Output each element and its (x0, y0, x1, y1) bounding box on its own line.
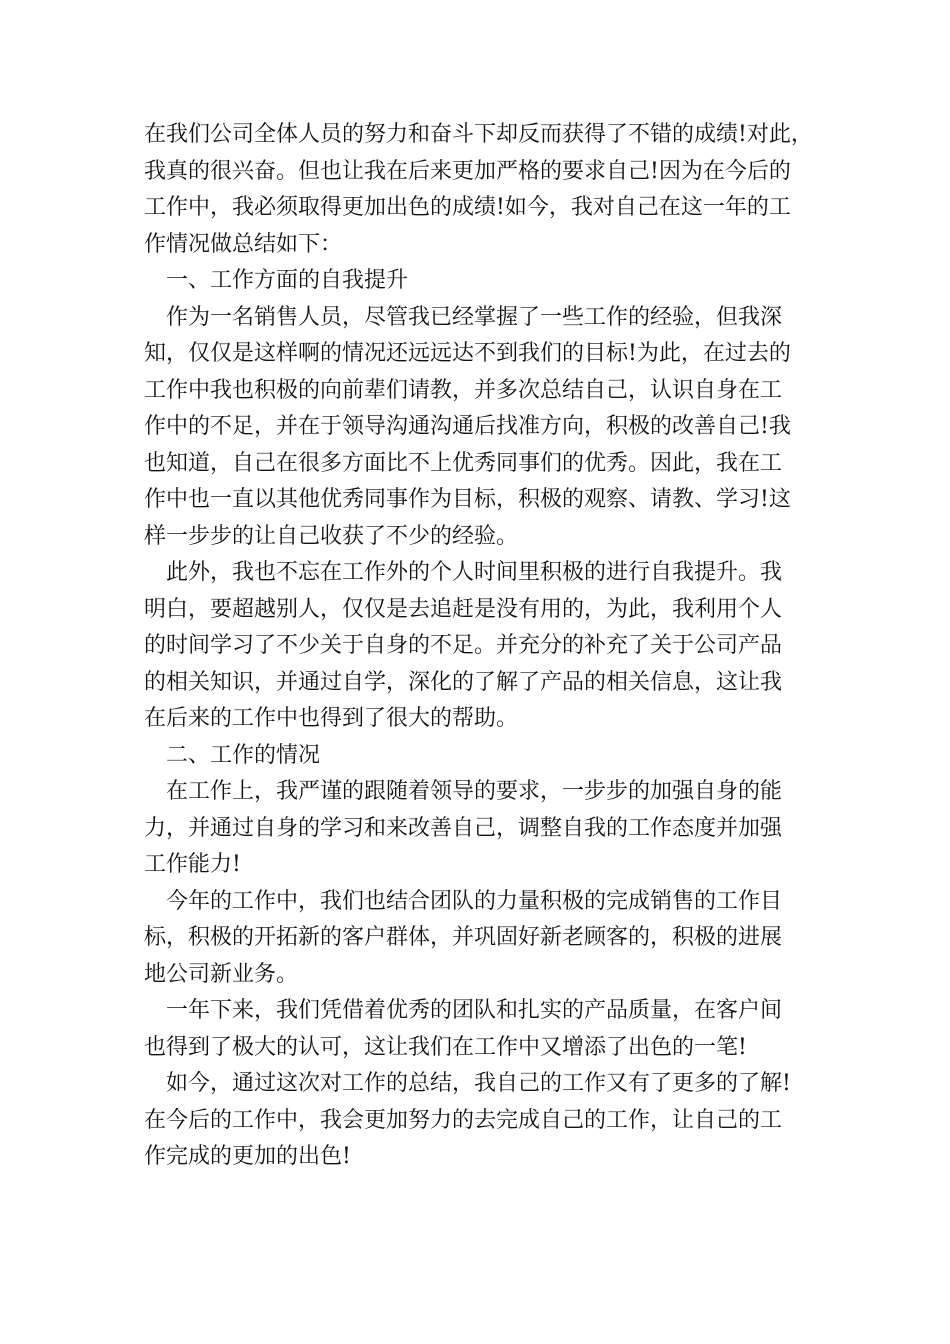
text-line: 的时间学习了不少关于自身的不足。并充分的补充了关于公司产品 (144, 633, 783, 658)
text-line: 力，并通过自身的学习和来改善自己，调整自我的工作态度并加强 (144, 815, 783, 841)
text-line: 作完成的更加的出色! (144, 1144, 351, 1169)
text-line: 作中的不足，并在于领导沟通沟通后找准方向，积极的改善自己!我 (144, 414, 791, 439)
text-line: 在工作上，我严谨的跟随着领导的要求，一步步的加强自身的能 (166, 779, 783, 804)
text-line: 作情况做总结如下： (144, 231, 343, 257)
text-line: 我真的很兴奋。但也让我在后来更加严格的要求自己!因为在今后的 (144, 158, 791, 184)
text-line: 的相关知识，并通过自学，深化的了解了产品的相关信息，这让我 (144, 669, 783, 695)
text-line: 工作中，我必须取得更加出色的成绩!如今，我对自己在这一年的工 (144, 195, 791, 220)
text-line: 地公司新业务。 (144, 961, 299, 987)
text-line: 知，仅仅是这样啊的情况还远远达不到我们的目标!为此，在过去的 (144, 341, 791, 366)
text-line: 在后来的工作中也得到了很大的帮助。 (144, 706, 519, 731)
text-line: 一年下来，我们凭借着优秀的团队和扎实的产品质量，在客户间 (166, 998, 783, 1023)
text-line: 二、工作的情况 (166, 742, 321, 768)
document-body (144, 117, 813, 1176)
text-line: 作为一名销售人员，尽管我已经掌握了一些工作的经验，但我深 (166, 304, 783, 330)
text-line: 如今，通过这次对工作的总结，我自己的工作又有了更多的了解! (166, 1071, 791, 1096)
text-line: 在今后的工作中，我会更加努力的去完成自己的工作，让自己的工 (144, 1107, 783, 1133)
text-line: 作中也一直以其他优秀同事作为目标，积极的观察、请教、学习!这 (144, 487, 791, 512)
text-line: 标，积极的开拓新的客户群体，并巩固好新老顾客的，积极的进展 (144, 925, 783, 950)
text-line: 今年的工作中，我们也结合团队的力量积极的完成销售的工作目 (166, 888, 783, 914)
text-line: 一、工作方面的自我提升 (166, 268, 409, 293)
text-line: 此外，我也不忘在工作外的个人时间里积极的进行自我提升。我 (166, 560, 783, 585)
text-line: 明白，要超越别人，仅仅是去追赶是没有用的，为此，我利用个人 (144, 596, 783, 622)
text-line: 在我们公司全体人员的努力和奋斗下却反而获得了不错的成绩!对此， (144, 122, 813, 147)
text-line: 工作中我也积极的向前辈们请教，并多次总结自己，认识自身在工 (144, 377, 783, 403)
text-line: 也得到了极大的认可，这让我们在工作中又增添了出色的一笔! (144, 1034, 747, 1060)
text-line: 工作能力! (144, 852, 241, 877)
text-line: 样一步步的让自己收获了不少的经验。 (144, 523, 519, 549)
text-line: 也知道，自己在很多方面比不上优秀同事们的优秀。因此，我在工 (144, 450, 783, 476)
